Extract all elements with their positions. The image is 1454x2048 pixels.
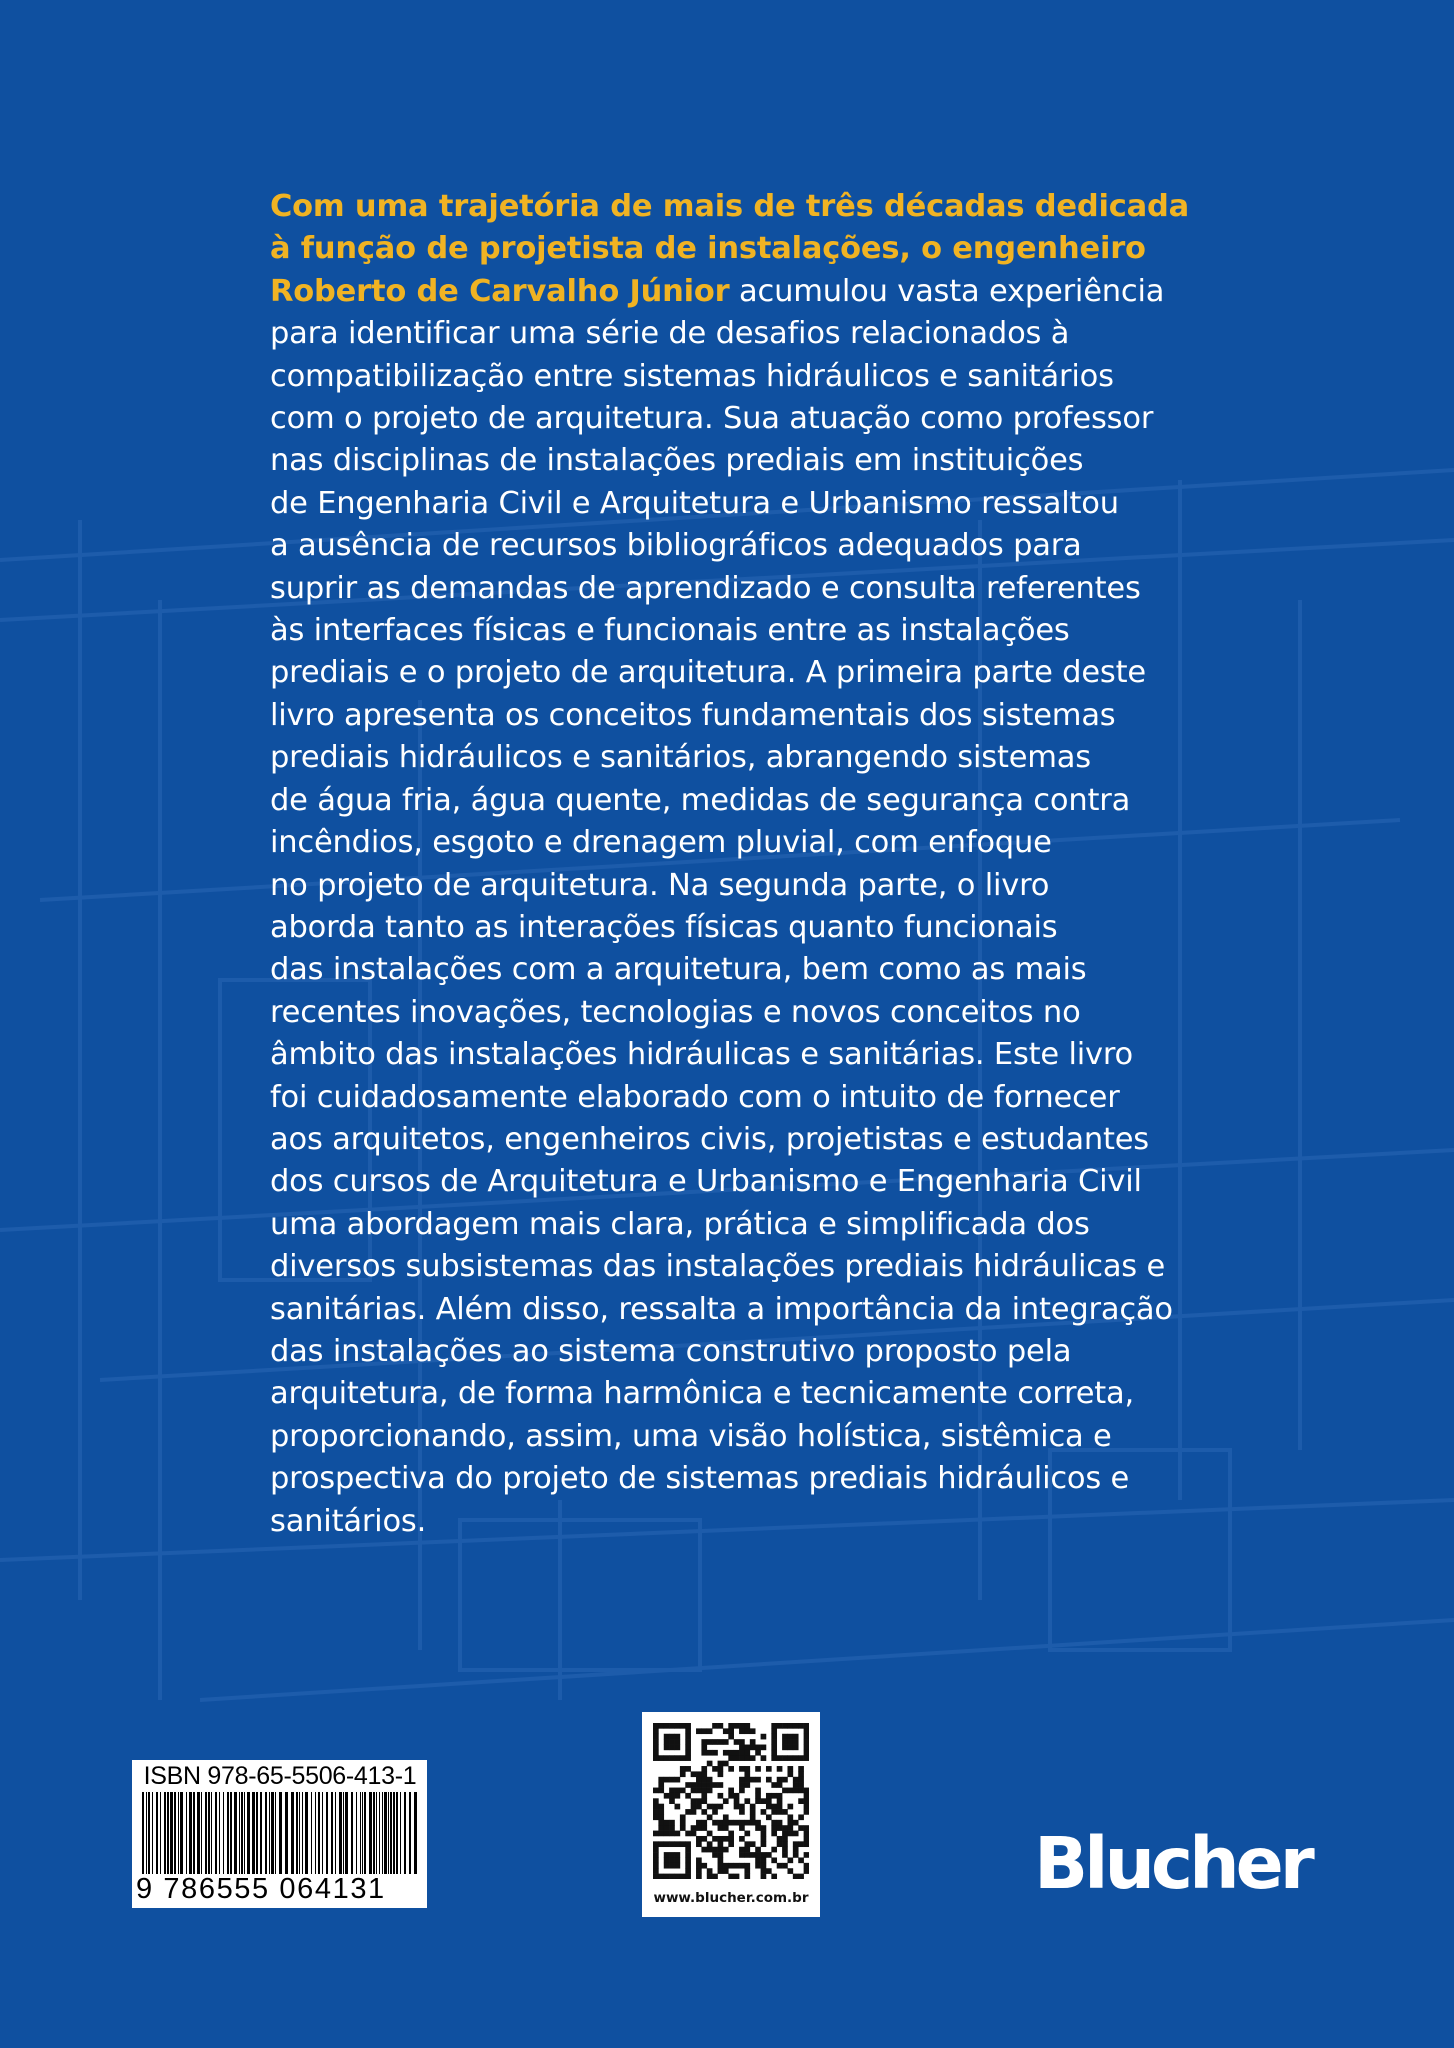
blurb-line: aborda tanto as interações físicas quanto funcionais bbox=[270, 909, 1058, 945]
blurb-highlight: Com uma trajetória de mais de três décadas dedicada à função de projetista de instalações, o engenheiro Roberto de Carvalho Júnior bbox=[270, 189, 1189, 309]
blurb-line: às interfaces físicas e funcionais entre as instalações bbox=[270, 613, 1070, 649]
isbn-digits: 9 786555 064131 bbox=[136, 1873, 386, 1905]
blurb-line: âmbito das instalações hidráulicas e sanitárias. Este livro bbox=[270, 1037, 1133, 1073]
isbn-label: ISBN 978-65-5506-413-1 bbox=[143, 1762, 417, 1790]
blurb-line: a ausência de recursos bibliográficos adequados para bbox=[270, 528, 1082, 564]
blurb-line: de Engenharia Civil e Arquitetura e Urbanismo ressaltou bbox=[270, 485, 1119, 521]
blurb-line: diversos subsistemas das instalações prediais hidráulicas e bbox=[270, 1249, 1166, 1285]
blurb-line: recentes inovações, tecnologias e novos conceitos no bbox=[270, 994, 1081, 1030]
blurb-line: aos arquitetos, engenheiros civis, projetistas e estudantes bbox=[270, 1121, 1149, 1157]
blurb-line: com o projeto de arquitetura. Sua atuação como professor bbox=[270, 401, 1154, 437]
blurb-line: proporcionando, assim, uma visão holística, sistêmica e bbox=[270, 1418, 1112, 1454]
blurb-line: compatibilização entre sistemas hidráulicos e sanitários bbox=[270, 358, 1114, 394]
blurb-line: sanitários. bbox=[270, 1503, 427, 1539]
blurb-line: uma abordagem mais clara, prática e simplificada dos bbox=[270, 1206, 1090, 1242]
blurb-line: foi cuidadosamente elaborado com o intuito de fornecer bbox=[270, 1079, 1120, 1115]
blurb-line: prediais e o projeto de arquitetura. A primeira parte deste bbox=[270, 655, 1146, 691]
qr-code-block bbox=[642, 1712, 820, 1917]
back-cover-blurb bbox=[270, 186, 1190, 1543]
blurb-line: livro apresenta os conceitos fundamentais dos sistemas bbox=[270, 697, 1116, 733]
blurb-line: de água fria, água quente, medidas de segurança contra bbox=[270, 782, 1131, 818]
blurb-line: no projeto de arquitetura. Na segunda parte, o livro bbox=[270, 867, 1050, 903]
blurb-line: suprir as demandas de aprendizado e consulta referentes bbox=[270, 570, 1141, 606]
blurb-line: nas disciplinas de instalações prediais em instituições bbox=[270, 443, 1084, 479]
blurb-line: prospectiva do projeto de sistemas prediais hidráulicos e bbox=[270, 1461, 1130, 1497]
blurb-line: arquitetura, de forma harmônica e tecnicamente correta, bbox=[270, 1376, 1135, 1412]
barcode-icon bbox=[140, 1792, 419, 1874]
blurb-line: das instalações ao sistema construtivo proposto pela bbox=[270, 1333, 1072, 1369]
blurb-line: sanitárias. Além disso, ressalta a importância da integração bbox=[270, 1291, 1173, 1327]
blurb-line: das instalações com a arquitetura, bem como as mais bbox=[270, 952, 1087, 988]
blurb-line: dos cursos de Arquitetura e Urbanismo e Engenharia Civil bbox=[270, 1164, 1142, 1200]
blurb-line: acumulou vasta experiência bbox=[729, 273, 1165, 309]
publisher-logo: Blucher bbox=[1034, 1822, 1311, 1905]
qr-code-icon bbox=[653, 1723, 809, 1879]
blurb-line: para identificar uma série de desafios relacionados à bbox=[270, 316, 1070, 352]
publisher-url: www.blucher.com.br bbox=[653, 1890, 809, 1906]
blurb-line: prediais hidráulicos e sanitários, abrangendo sistemas bbox=[270, 740, 1091, 776]
isbn-barcode-block bbox=[132, 1760, 427, 1908]
blurb-line: incêndios, esgoto e drenagem pluvial, com enfoque bbox=[270, 825, 1052, 861]
